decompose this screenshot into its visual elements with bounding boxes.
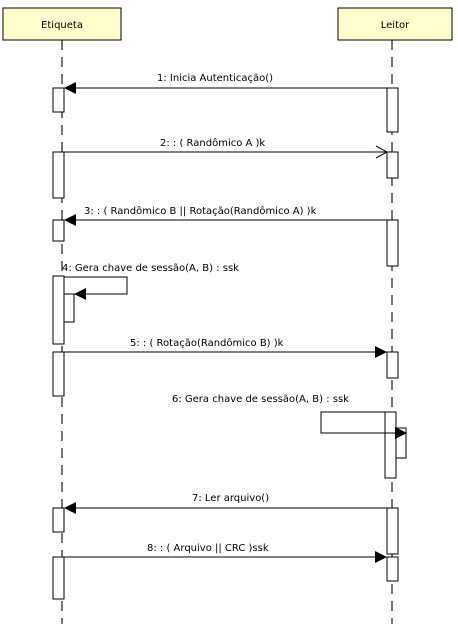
activation-etiqueta-5	[53, 352, 64, 396]
message-8	[64, 543, 387, 563]
message-1	[64, 73, 387, 94]
activation-etiqueta-1	[53, 88, 64, 112]
message-3-label: 3: : ( Randômico B || Rotação(Randômico A) )k	[84, 206, 317, 217]
message-6-label: 6: Gera chave de sessão(A, B) : ssk	[172, 394, 349, 405]
message-5	[64, 337, 387, 358]
activation-leitor-5	[385, 412, 396, 478]
activation-etiqueta-6	[53, 508, 64, 532]
activation-etiqueta-7	[53, 557, 64, 599]
participant-etiqueta	[3, 8, 121, 40]
activation-etiqueta-2	[53, 152, 64, 198]
activation-etiqueta-3	[53, 220, 64, 241]
message-2-label: 2: : ( Randômico A )k	[160, 138, 266, 149]
message-2	[64, 137, 387, 158]
activation-leitor-7	[387, 557, 398, 581]
participant-etiqueta-label: Etiqueta	[41, 20, 83, 31]
message-4-label: 4: Gera chave de sessão(A, B) : ssk	[62, 263, 239, 274]
message-7-label: 7: Ler arquivo()	[192, 493, 270, 504]
activation-leitor-1	[387, 88, 398, 132]
message-5-label: 5: : ( Rotação(Randômico B) )k	[130, 338, 284, 349]
activation-leitor-2	[387, 152, 398, 178]
activation-etiqueta-4	[53, 276, 64, 344]
message-4	[62, 263, 239, 300]
activation-leitor-4	[387, 352, 398, 378]
message-8-label: 8: : ( Arquivo || CRC )ssk	[147, 543, 269, 554]
participant-leitor	[338, 8, 452, 40]
message-1-label: 1: Inicia Autenticação()	[157, 73, 274, 84]
activation-leitor-6	[387, 508, 398, 554]
message-7	[64, 493, 387, 514]
message-6	[172, 394, 407, 439]
message-3	[64, 205, 387, 226]
activation-etiqueta-self	[64, 294, 74, 322]
participant-leitor-label: Leitor	[380, 20, 410, 31]
activation-leitor-3	[387, 220, 398, 266]
